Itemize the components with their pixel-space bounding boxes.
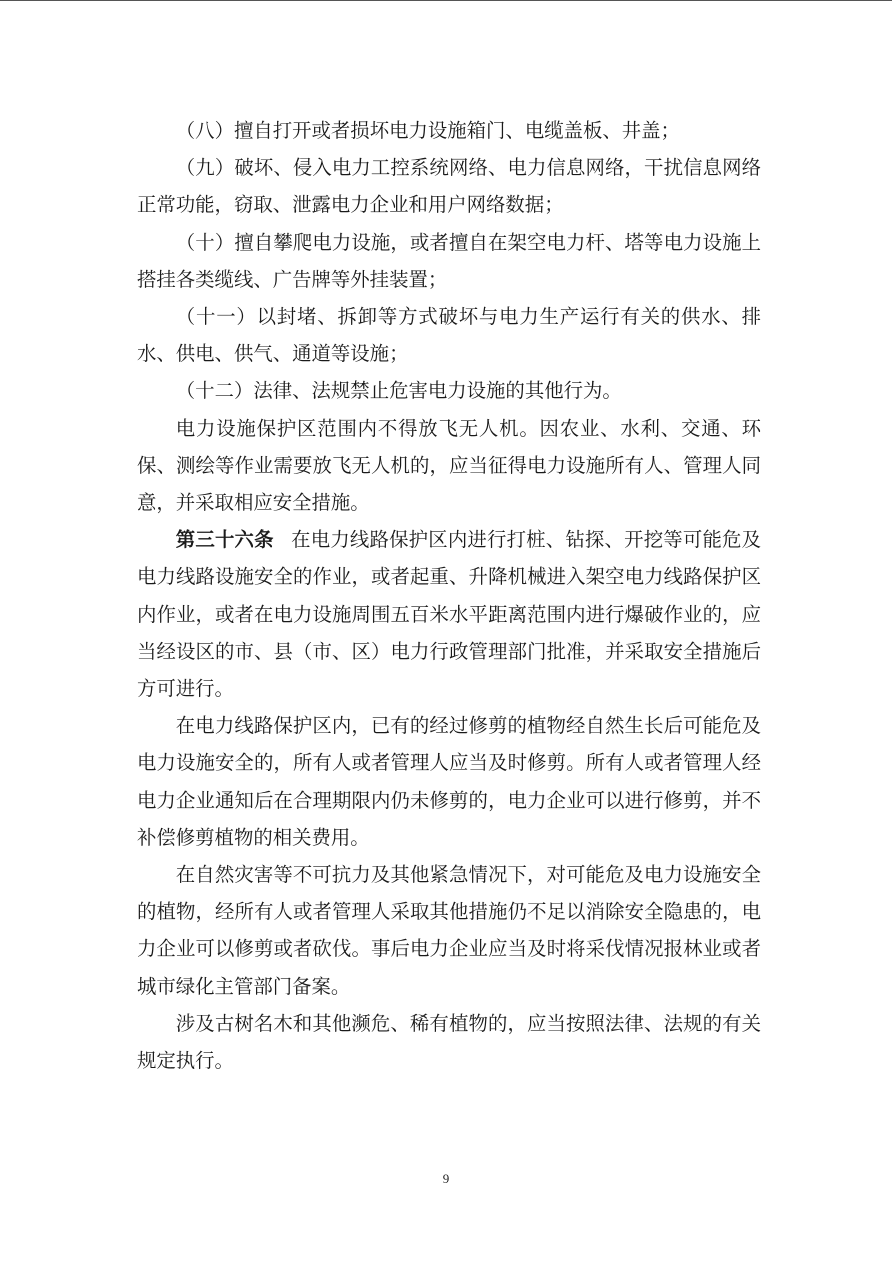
- document-body: [137, 112, 761, 1079]
- page-number: 9: [442, 1171, 450, 1186]
- paragraph-text: 在自然灾害等不可抗力及其他紧急情况下，对可能危及电力设施安全的植物，经所有人或者管理人采取其他措施仍不足以消除安全隐患的，电力企业可以修剪或者砍伐。事后电力企业应当及时将采伐情况报林业或者城市绿化主管部门备案。: [137, 863, 761, 998]
- paragraph-text: （十二）法律、法规禁止危害电力设施的其他行为。: [175, 379, 622, 403]
- paragraph-article-36: [137, 521, 761, 707]
- paragraph-item-10: [137, 224, 761, 298]
- paragraph-plant-trimming: [137, 707, 761, 856]
- paragraph-text: （九）破坏、侵入电力工控系统网络、电力信息网络，干扰信息网络正常功能，窃取、泄露电力企业和用户网络数据；: [137, 156, 761, 217]
- paragraph-text: 在电力线路保护区内，已有的经过修剪的植物经自然生长后可能危及电力设施安全的，所有人或者管理人应当及时修剪。所有人或者管理人经电力企业通知后在合理期限内仍未修剪的，电力企业可以进行修剪，并不补偿修剪植物的相关费用。: [137, 714, 761, 849]
- paragraph-text: （十）擅自攀爬电力设施，或者擅自在架空电力杆、塔等电力设施上搭挂各类缆线、广告牌等外挂装置；: [137, 230, 761, 291]
- paragraph-text: （十一）以封堵、拆卸等方式破坏与电力生产运行有关的供水、排水、供电、供气、通道等设施；: [137, 305, 761, 366]
- article-heading: 第三十六条: [175, 528, 274, 552]
- paragraph-ancient-trees: [137, 1005, 761, 1079]
- paragraph-item-11: [137, 298, 761, 372]
- paragraph-drone-rule: [137, 410, 761, 522]
- paragraph-emergency: [137, 856, 761, 1005]
- paragraph-text: （八）擅自打开或者损坏电力设施箱门、电缆盖板、井盖；: [175, 119, 680, 142]
- paragraph-item-12: [137, 372, 761, 409]
- paragraph-text: 电力设施保护区范围内不得放飞无人机。因农业、水利、交通、环保、测绘等作业需要放飞无人机的，应当征得电力设施所有人、管理人同意，并采取相应安全措施。: [137, 416, 761, 515]
- paragraph-item-9: [137, 149, 761, 223]
- paragraph-text: 在电力线路保护区内进行打桩、钻探、开挖等可能危及电力线路设施安全的作业，或者起重、升降机械进入架空电力线路保护区内作业，或者在电力设施周围五百米水平距离范围内进行爆破作业的，应当经设区的市、县（市、区）电力行政管理部门批准，并采取安全措施后方可进行。: [137, 528, 761, 701]
- paragraph-item-8: [137, 112, 761, 149]
- top-border-line: [0, 0, 892, 1]
- paragraph-text: 涉及古树名木和其他濒危、稀有植物的，应当按照法律、法规的有关规定执行。: [137, 1011, 761, 1073]
